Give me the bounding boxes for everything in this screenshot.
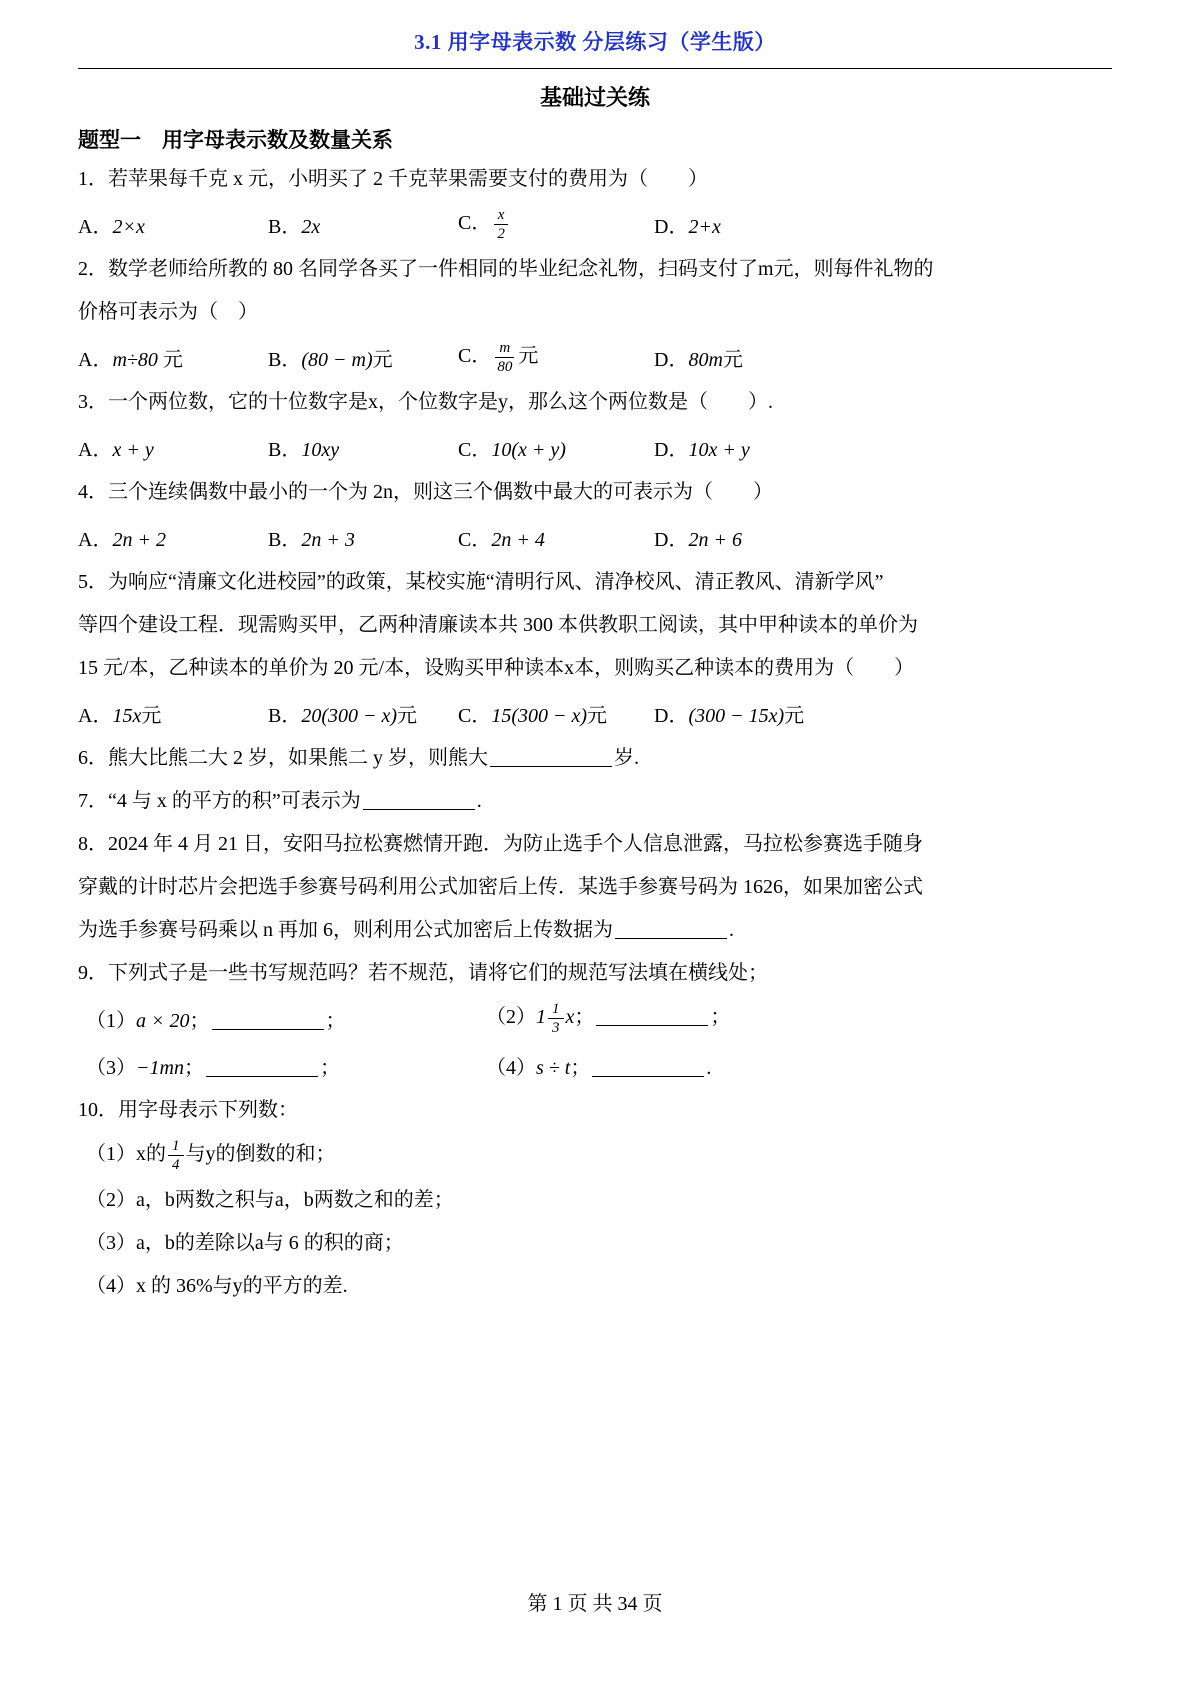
option-label: B． xyxy=(268,705,302,727)
option-label: D． xyxy=(654,705,689,727)
q1-option-d xyxy=(654,210,721,239)
fraction-numerator: m xyxy=(495,339,514,358)
question-1-options xyxy=(78,201,1112,248)
option-value: 2n + 3 xyxy=(301,529,355,551)
mixed-number-whole: 1 xyxy=(536,1006,546,1029)
topic-header: 题型一 用字母表示数及数量关系 xyxy=(78,128,393,152)
question-6-text xyxy=(78,737,1112,780)
option-label: A． xyxy=(78,439,113,461)
option-label: C． xyxy=(458,439,492,461)
answer-blank xyxy=(490,747,612,767)
question-8-text-line2: 穿戴的计时芯片会把选手参赛号码利用公式加密后上传．某选手参赛号码为 1626，如果加密公式 xyxy=(78,876,923,898)
q7-post: . xyxy=(476,790,482,812)
option-unit: 元 xyxy=(587,705,608,727)
question-3-text: 3．一个两位数，它的十位数字是x，个位数字是y，那么这个两位数是（ ）. xyxy=(78,391,773,413)
q3-option-a xyxy=(78,433,268,462)
item-separator: ； xyxy=(189,1010,210,1032)
option-value: 15(300 − x) xyxy=(491,705,588,727)
q2-option-d xyxy=(654,343,743,372)
option-value: m÷80 xyxy=(112,349,158,371)
q7-pre: 7．“4 与 x 的平方的积”可表示为 xyxy=(78,790,361,812)
fraction-denominator: 4 xyxy=(172,1157,180,1173)
q1-option-a xyxy=(78,210,268,239)
q1-option-b xyxy=(268,210,458,239)
option-value: 10x + y xyxy=(688,439,750,461)
fraction xyxy=(168,1137,184,1174)
answer-blank xyxy=(592,1057,704,1077)
option-label: A． xyxy=(78,705,113,727)
q3-option-b xyxy=(268,433,458,462)
option-value: 2+x xyxy=(688,216,721,238)
question-4-text: 4．三个连续偶数中最小的一个为 2n，则这三个偶数中最大的可表示为（ ） xyxy=(78,481,773,503)
item-tail: ； xyxy=(319,1057,340,1079)
question-8-text-line3 xyxy=(78,909,1112,952)
item-label: （1） xyxy=(86,1010,136,1032)
question-10-intro: 10．用字母表示下列数： xyxy=(78,1099,298,1121)
q4-option-c xyxy=(458,523,654,552)
fraction xyxy=(493,206,509,243)
option-value: 2n + 2 xyxy=(112,529,166,551)
question-2-text-line1: 2．数学老师给所教的 80 名同学各买了一件相同的毕业纪念礼物，扫码支付了m元，则每件礼物的 xyxy=(78,258,934,280)
item-tail: ； xyxy=(325,1010,346,1032)
fraction-numerator: x xyxy=(494,206,509,225)
item-tail: ； xyxy=(710,1006,731,1029)
page-number-footer: 第 1 页 共 34 页 xyxy=(527,1593,663,1615)
question-7-text xyxy=(78,780,1112,823)
option-label: D． xyxy=(654,529,689,551)
fraction-denominator: 2 xyxy=(497,226,505,242)
answer-blank xyxy=(363,790,475,810)
title-divider xyxy=(78,68,1112,69)
q9-item-1 xyxy=(86,1004,486,1033)
q4-option-d xyxy=(654,523,742,552)
option-value: 10xy xyxy=(301,439,340,461)
question-3-options xyxy=(78,424,1112,471)
option-value: 2x xyxy=(301,216,321,238)
q2-option-a xyxy=(78,343,268,372)
q9-item-4 xyxy=(486,1051,711,1080)
question-4-options xyxy=(78,514,1112,561)
item-label: （4） xyxy=(486,1057,536,1079)
option-label: B． xyxy=(268,216,302,238)
option-label: B． xyxy=(268,529,302,551)
option-value: 20(300 − x) xyxy=(301,705,398,727)
q2-option-b xyxy=(268,343,458,372)
answer-blank xyxy=(206,1057,318,1077)
option-label: A． xyxy=(78,349,113,371)
option-unit: 元 xyxy=(157,349,183,371)
q4-option-b xyxy=(268,523,458,552)
fraction-numerator: 1 xyxy=(548,1000,564,1019)
q8-line3-post: . xyxy=(729,919,734,941)
fraction-denominator: 80 xyxy=(497,359,513,375)
item-label: （2） xyxy=(486,1006,536,1029)
q6-post: 岁. xyxy=(614,747,639,769)
option-label: A． xyxy=(78,529,113,551)
q5-option-d xyxy=(654,699,804,728)
option-value: 15x xyxy=(112,705,142,727)
fraction-denominator: 3 xyxy=(552,1020,560,1036)
answer-blank xyxy=(615,919,727,939)
answer-blank xyxy=(212,1010,324,1030)
item-separator: ； xyxy=(183,1057,204,1079)
q3-option-c xyxy=(458,433,654,462)
item-expression: s ÷ t xyxy=(536,1057,571,1079)
q5-option-c xyxy=(458,699,654,728)
option-label: B． xyxy=(268,439,302,461)
q10-item-3: （3）a，b的差除以a与 6 的积的商； xyxy=(86,1232,404,1254)
q5-option-a xyxy=(78,699,268,728)
item-expression xyxy=(536,1001,575,1036)
item-separator: ； xyxy=(574,1006,595,1029)
option-value: 2×x xyxy=(112,216,145,238)
answer-blank xyxy=(596,1006,708,1026)
q6-pre: 6．熊大比熊二大 2 岁，如果熊二 y 岁，则熊大 xyxy=(78,747,488,769)
option-label: C． xyxy=(458,212,492,235)
question-9-intro: 9．下列式子是一些书写规范吗？若不规范，请将它们的规范写法填在横线处； xyxy=(78,962,768,984)
section-header: 基础过关练 xyxy=(539,85,650,110)
q5-option-b xyxy=(268,699,458,728)
q9-row-2 xyxy=(78,1042,1112,1089)
q2-option-c xyxy=(458,339,654,376)
fraction-numerator: 1 xyxy=(168,1137,184,1156)
option-value: 10(x + y) xyxy=(491,439,566,461)
mixed-number-variable: x xyxy=(565,1006,575,1029)
question-2-text-line2: 价格可表示为（ ） xyxy=(78,301,258,323)
item-separator: ； xyxy=(570,1057,591,1079)
q10-item-1 xyxy=(78,1132,1112,1179)
option-label: C． xyxy=(458,705,492,727)
option-unit: 元 xyxy=(397,705,418,727)
q9-item-3 xyxy=(86,1051,486,1080)
q9-row-1 xyxy=(78,995,1112,1042)
q9-item-2 xyxy=(486,1000,730,1037)
q10-item-2: （2）a，b两数之积与a，b两数之和的差； xyxy=(86,1189,454,1211)
option-label: D． xyxy=(654,349,689,371)
option-value: 2n + 4 xyxy=(491,529,545,551)
question-5-text-line3: 15 元/本，乙种读本的单价为 20 元/本，设购买甲种读本x本，则购买乙种读本的费用为（ ） xyxy=(78,657,915,679)
option-label: D． xyxy=(654,216,689,238)
q3-option-d xyxy=(654,433,750,462)
option-value: (80 − m) xyxy=(301,349,373,371)
fraction xyxy=(548,1000,564,1037)
option-value: 2n + 6 xyxy=(688,529,742,551)
option-unit: 元 xyxy=(518,345,539,368)
option-value: 80m xyxy=(688,349,723,371)
q4-option-a xyxy=(78,523,268,552)
question-5-options xyxy=(78,690,1112,737)
item-post: 与y的倒数的和； xyxy=(185,1143,336,1166)
item-label: （3） xyxy=(86,1057,136,1079)
fraction xyxy=(493,339,516,376)
question-1-text: 1．若苹果每千克 x 元，小明买了 2 千克苹果需要支付的费用为（ ） xyxy=(78,168,708,190)
q1-option-c xyxy=(458,206,654,243)
question-8-text-line1: 8．2024 年 4 月 21 日，安阳马拉松赛燃情开跑．为防止选手个人信息泄露，马拉松参赛选手随身 xyxy=(78,833,923,855)
item-expression: −1mn xyxy=(136,1057,184,1079)
option-unit: 元 xyxy=(141,705,162,727)
q10-item-1-content xyxy=(86,1137,336,1174)
option-unit: 元 xyxy=(784,705,805,727)
document-title: 3.1 用字母表示数 分层练习（学生版） xyxy=(414,30,776,54)
question-2-options xyxy=(78,334,1112,381)
q10-item-4: （4）x 的 36%与y的平方的差. xyxy=(86,1275,348,1297)
option-label: D． xyxy=(654,439,689,461)
item-tail: . xyxy=(706,1057,712,1079)
option-unit: 元 xyxy=(372,349,393,371)
question-5-text-line2: 等四个建设工程．现需购买甲，乙两种清廉读本共 300 本供教职工阅读，其中甲种读本的单价为 xyxy=(78,614,918,636)
option-value: (300 − 15x) xyxy=(688,705,785,727)
option-value: x + y xyxy=(112,439,154,461)
option-label: B． xyxy=(268,349,302,371)
item-expression: a × 20 xyxy=(136,1010,190,1032)
question-5-text-line1: 5．为响应“清廉文化进校园”的政策，某校实施“清明行风、清净校风、清正教风、清新学风” xyxy=(78,571,884,593)
option-label: A． xyxy=(78,216,113,238)
option-label: C． xyxy=(458,529,492,551)
option-label: C． xyxy=(458,345,492,368)
q8-line3-pre: 为选手参赛号码乘以 n 再加 6，则利用公式加密后上传数据为 xyxy=(78,919,613,941)
option-unit: 元 xyxy=(722,349,743,371)
item-pre: （1）x的 xyxy=(86,1143,166,1166)
